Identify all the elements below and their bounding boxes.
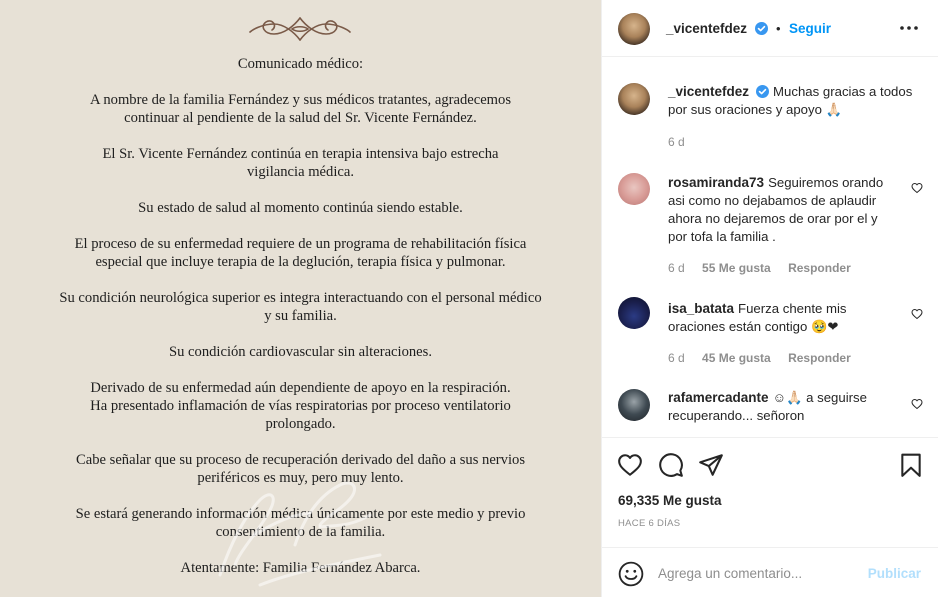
author-info <box>666 20 831 38</box>
share-send-icon[interactable] <box>698 452 724 478</box>
statement-line: vigilancia médica. <box>247 164 354 180</box>
comment-meta <box>668 351 865 365</box>
comment-avatar[interactable] <box>618 389 650 421</box>
comment-input[interactable] <box>658 560 858 586</box>
header-separator: • <box>775 21 781 36</box>
post-time[interactable]: HACE 6 DÍAS <box>618 518 681 529</box>
statement-line: continuar al pendiente de la salud del Sr. Vicente Fernández. <box>124 110 477 126</box>
author-avatar[interactable] <box>618 13 650 45</box>
statement-line: especial que incluye terapia de la deglución, terapia física y pulmonar. <box>95 254 506 270</box>
comment-text: Seguiremos orando asi como no dejabamos de aplaudir ahora no dejaremos de orar por el y por tofa la familia . <box>668 175 884 244</box>
follow-button[interactable]: Seguir <box>788 21 831 36</box>
like-comment-heart-icon[interactable] <box>911 398 923 410</box>
statement-title: Comunicado médico: <box>237 56 364 72</box>
reply-button[interactable]: Responder <box>788 261 851 275</box>
comment-body <box>668 389 898 425</box>
statement-line: Su condición cardiovascular sin alteraciones. <box>168 344 432 360</box>
likes-count[interactable]: 69,335 Me gusta <box>618 493 722 508</box>
post-side-panel <box>601 0 938 597</box>
like-comment-heart-icon[interactable] <box>911 308 923 320</box>
like-comment-heart-icon[interactable] <box>911 182 923 194</box>
comment-avatar[interactable] <box>618 297 650 329</box>
statement-line: periféricos es muy, pero muy lento. <box>197 470 404 486</box>
save-bookmark-icon[interactable] <box>898 452 924 478</box>
comment-bubble-icon[interactable] <box>658 452 684 478</box>
caption-time[interactable]: 6 d <box>668 135 685 149</box>
statement-line: El proceso de su enfermedad requiere de un programa de rehabilitación física <box>74 236 527 252</box>
statement-line: A nombre de la familia Fernández y sus médicos tratantes, agradecemos <box>89 92 512 108</box>
statement-line: y su familia. <box>264 308 337 324</box>
statement-line: Derivado de su enfermedad aún dependiente de apoyo en la respiración. <box>90 380 511 396</box>
comment-text: ☺🙏🏻 a seguirse recuperando... señoron <box>668 390 867 423</box>
comment-composer <box>602 547 938 597</box>
reply-button[interactable]: Responder <box>788 351 851 365</box>
statement-line: Se estará generando información médica únicamente por este medio y previo <box>75 506 526 522</box>
caption-meta <box>668 135 699 149</box>
comment-body <box>668 300 868 336</box>
publish-button[interactable]: Publicar <box>867 566 921 581</box>
comment-username[interactable]: rafamercadante <box>668 390 769 405</box>
verified-badge-icon <box>755 22 768 35</box>
comment-time[interactable]: 6 d <box>668 261 685 275</box>
statement-line: Ha presentado inflamación de vías respiratorias por proceso ventilatorio <box>90 398 511 414</box>
like-heart-icon[interactable] <box>617 452 643 478</box>
statement-line: El Sr. Vicente Fernández continúa en terapia intensiva bajo estrecha <box>102 146 499 162</box>
caption-username[interactable]: _vicentefdez <box>668 84 750 99</box>
comments-list[interactable] <box>602 57 938 437</box>
author-username[interactable]: _vicentefdez <box>666 21 748 36</box>
comment-likes[interactable]: 55 Me gusta <box>702 261 771 275</box>
comment-body <box>668 174 898 246</box>
comment-meta <box>668 261 865 275</box>
statement-line: Su condición neurológica superior es integra interactuando con el personal médico <box>59 290 542 306</box>
post-actions <box>602 437 938 547</box>
ornament-flourish-icon <box>248 12 352 46</box>
comment-text: Fuerza chente mis oraciones están contigo 🥹❤ <box>668 301 847 334</box>
caption-avatar[interactable] <box>618 83 650 115</box>
more-horizontal-icon[interactable] <box>899 18 919 38</box>
statement-line: Su estado de salud al momento continúa siendo estable. <box>138 200 463 216</box>
statement-line: prolongado. <box>265 416 336 432</box>
emoji-smiley-icon[interactable] <box>618 561 644 587</box>
comment-username[interactable]: rosamiranda73 <box>668 175 765 190</box>
caption-text: Muchas gracias a todos por sus oraciones y apoyo 🙏🏻 <box>668 84 913 117</box>
statement-line: consentimiento de la familia. <box>215 524 386 540</box>
verified-badge-icon <box>756 85 769 98</box>
signature-watermark-icon <box>200 455 400 595</box>
comment-avatar[interactable] <box>618 173 650 205</box>
caption-body <box>668 83 920 119</box>
statement-line: Cabe señalar que su proceso de recuperación derivado del daño a sus nervios <box>76 452 525 468</box>
statement-signature: Atentamente: Familia Fernández Abarca. <box>180 560 421 576</box>
post-header <box>602 0 938 57</box>
comment-username[interactable]: isa_batata <box>668 301 735 316</box>
comment-time[interactable]: 6 d <box>668 351 685 365</box>
comment-likes[interactable]: 45 Me gusta <box>702 351 771 365</box>
